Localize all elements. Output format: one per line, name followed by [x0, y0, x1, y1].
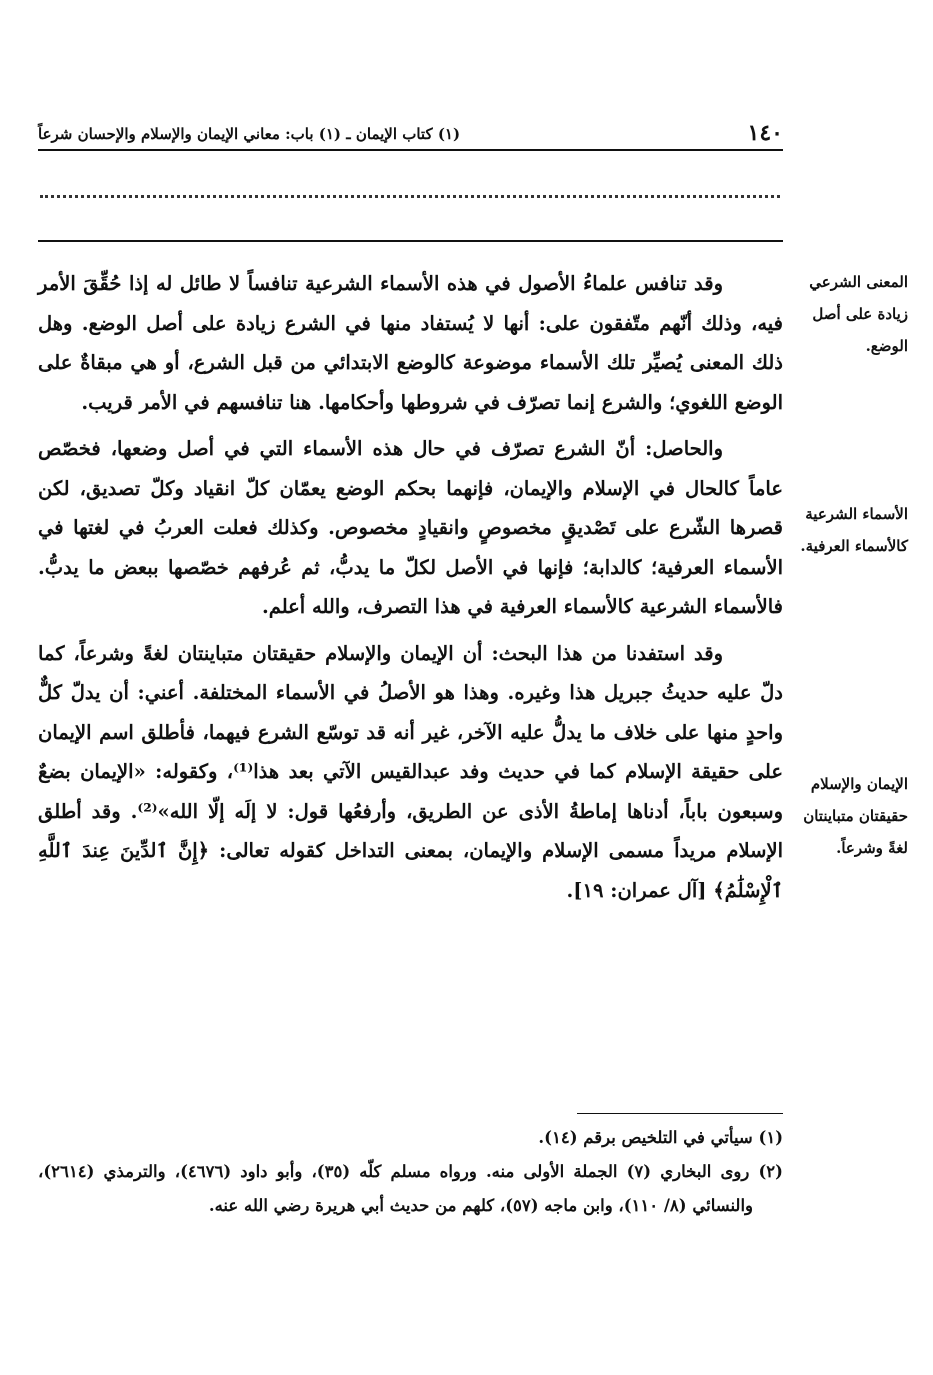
footnote: (١) سيأتي في التلخيص برقم (١٤). [538, 1128, 783, 1147]
paragraph: والحاصل: أنّ الشرع تصرّف في حال هذه الأسماء التي في أصل وضعها، فخصّص عاماً كالحال في الإسلام والإيمان، فإنهما بحكم الوضع يعمّان كلّ انقياد وكلّ تصديق، لكن قصرها الشّرع على تَصْديقٍ مخصوصٍ وانقيادٍ مخصوص. وكذلك فعلت العربُ في لغتها في الأسماء العرفية؛ كالدابة؛ فإنها في الأصل لكلّ ما يدبُّ، ثم عُرفهم خصّصها ببعض ما يدبُّ. فالأسماء الشرعية كالأسماء العرفية في هذا التصرف، والله أعلم. [38, 437, 783, 618]
main-text [38, 264, 783, 917]
footnote-rule [577, 1113, 783, 1114]
paragraph: وقد استفدنا من هذا البحث: أن الإيمان والإسلام حقيقتان متباينتان لغةً وشرعاً، كما دلّ عليه حديثُ جبريل هذا وغيره. وهذا هو الأصلُ في الأسماء المختلفة. أعني: أن يدلّ كلٌّ واحدٍ منها على خلاف ما يدلُّ عليه الآخر، غير أنه قد توسّع الشرع فيهما، فأطلق اسم الإيمان على حقيقة الإسلام كما في حديث وفد عبدالقيس الآتي بعد هذا⁽¹⁾، وكقوله: «الإيمان بضعٌ وسبعون باباً، أدناها إماطةُ الأذى عن الطريق، وأرفعُها قول: لا إلَه إلّا الله»⁽²⁾. وقد أطلق الإسلام مريداً مسمى الإسلام والإيمان، بمعنى التداخل كقوله تعالى: ﴿إِنَّ ٱلدِّينَ عِندَ ٱللَّهِ ٱلْإِسْلَٰمُ﴾ [آل عمران: ١٩]. [38, 641, 783, 902]
margin-note: الإيمان والإسلام حقيقتان متباينتان لغةً وشرعاً. [803, 775, 908, 857]
page-header [38, 112, 783, 148]
running-title: (١) كتاب الإيمان ـ (١) باب: معاني الإيمان والإسلام والإحسان شرعاً [38, 125, 461, 143]
footnote: (٢) روى البخاري (٧) الجملة الأولى منه. ورواه مسلم كلّه (٣٥)، وأبو داود (٤٦٧٦)، والترمذي (٢٦١٤)، والنسائي (٨/ ١١٠)، وابن ماجه (٥٧)، كلهم من حديث أبي هريرة رضي الله عنه. [38, 1162, 783, 1215]
margin-note: الأسماء الشرعية كالأسماء العرفية. [800, 505, 908, 555]
page-number: ١٤٠ [747, 120, 783, 146]
section-rule [38, 240, 783, 242]
footnotes [38, 1121, 783, 1223]
margin-note: المعنى الشرعي زيادة على أصل الوضع. [809, 273, 908, 355]
header-rule [38, 149, 783, 151]
paragraph: وقد تنافس علماءُ الأصول في هذه الأسماء الشرعية تنافساً لا طائل له إذا حُقِّقَ الأمر فيه، وذلك أنّهم متّفقون على: أنها لا يُستفاد منها في الشرع زيادة على أصل الوضع. وهل ذلك المعنى يُصيِّر تلك الأسماء موضوعة كالوضع الابتدائي من قبل الشرع، أو هي مبقاةٌ على الوضع اللغوي؛ والشرع إنما تصرّف في شروطها وأحكامها. هنا تنافسهم في الأمر قريب. [38, 272, 783, 414]
dotted-separator [40, 195, 780, 198]
